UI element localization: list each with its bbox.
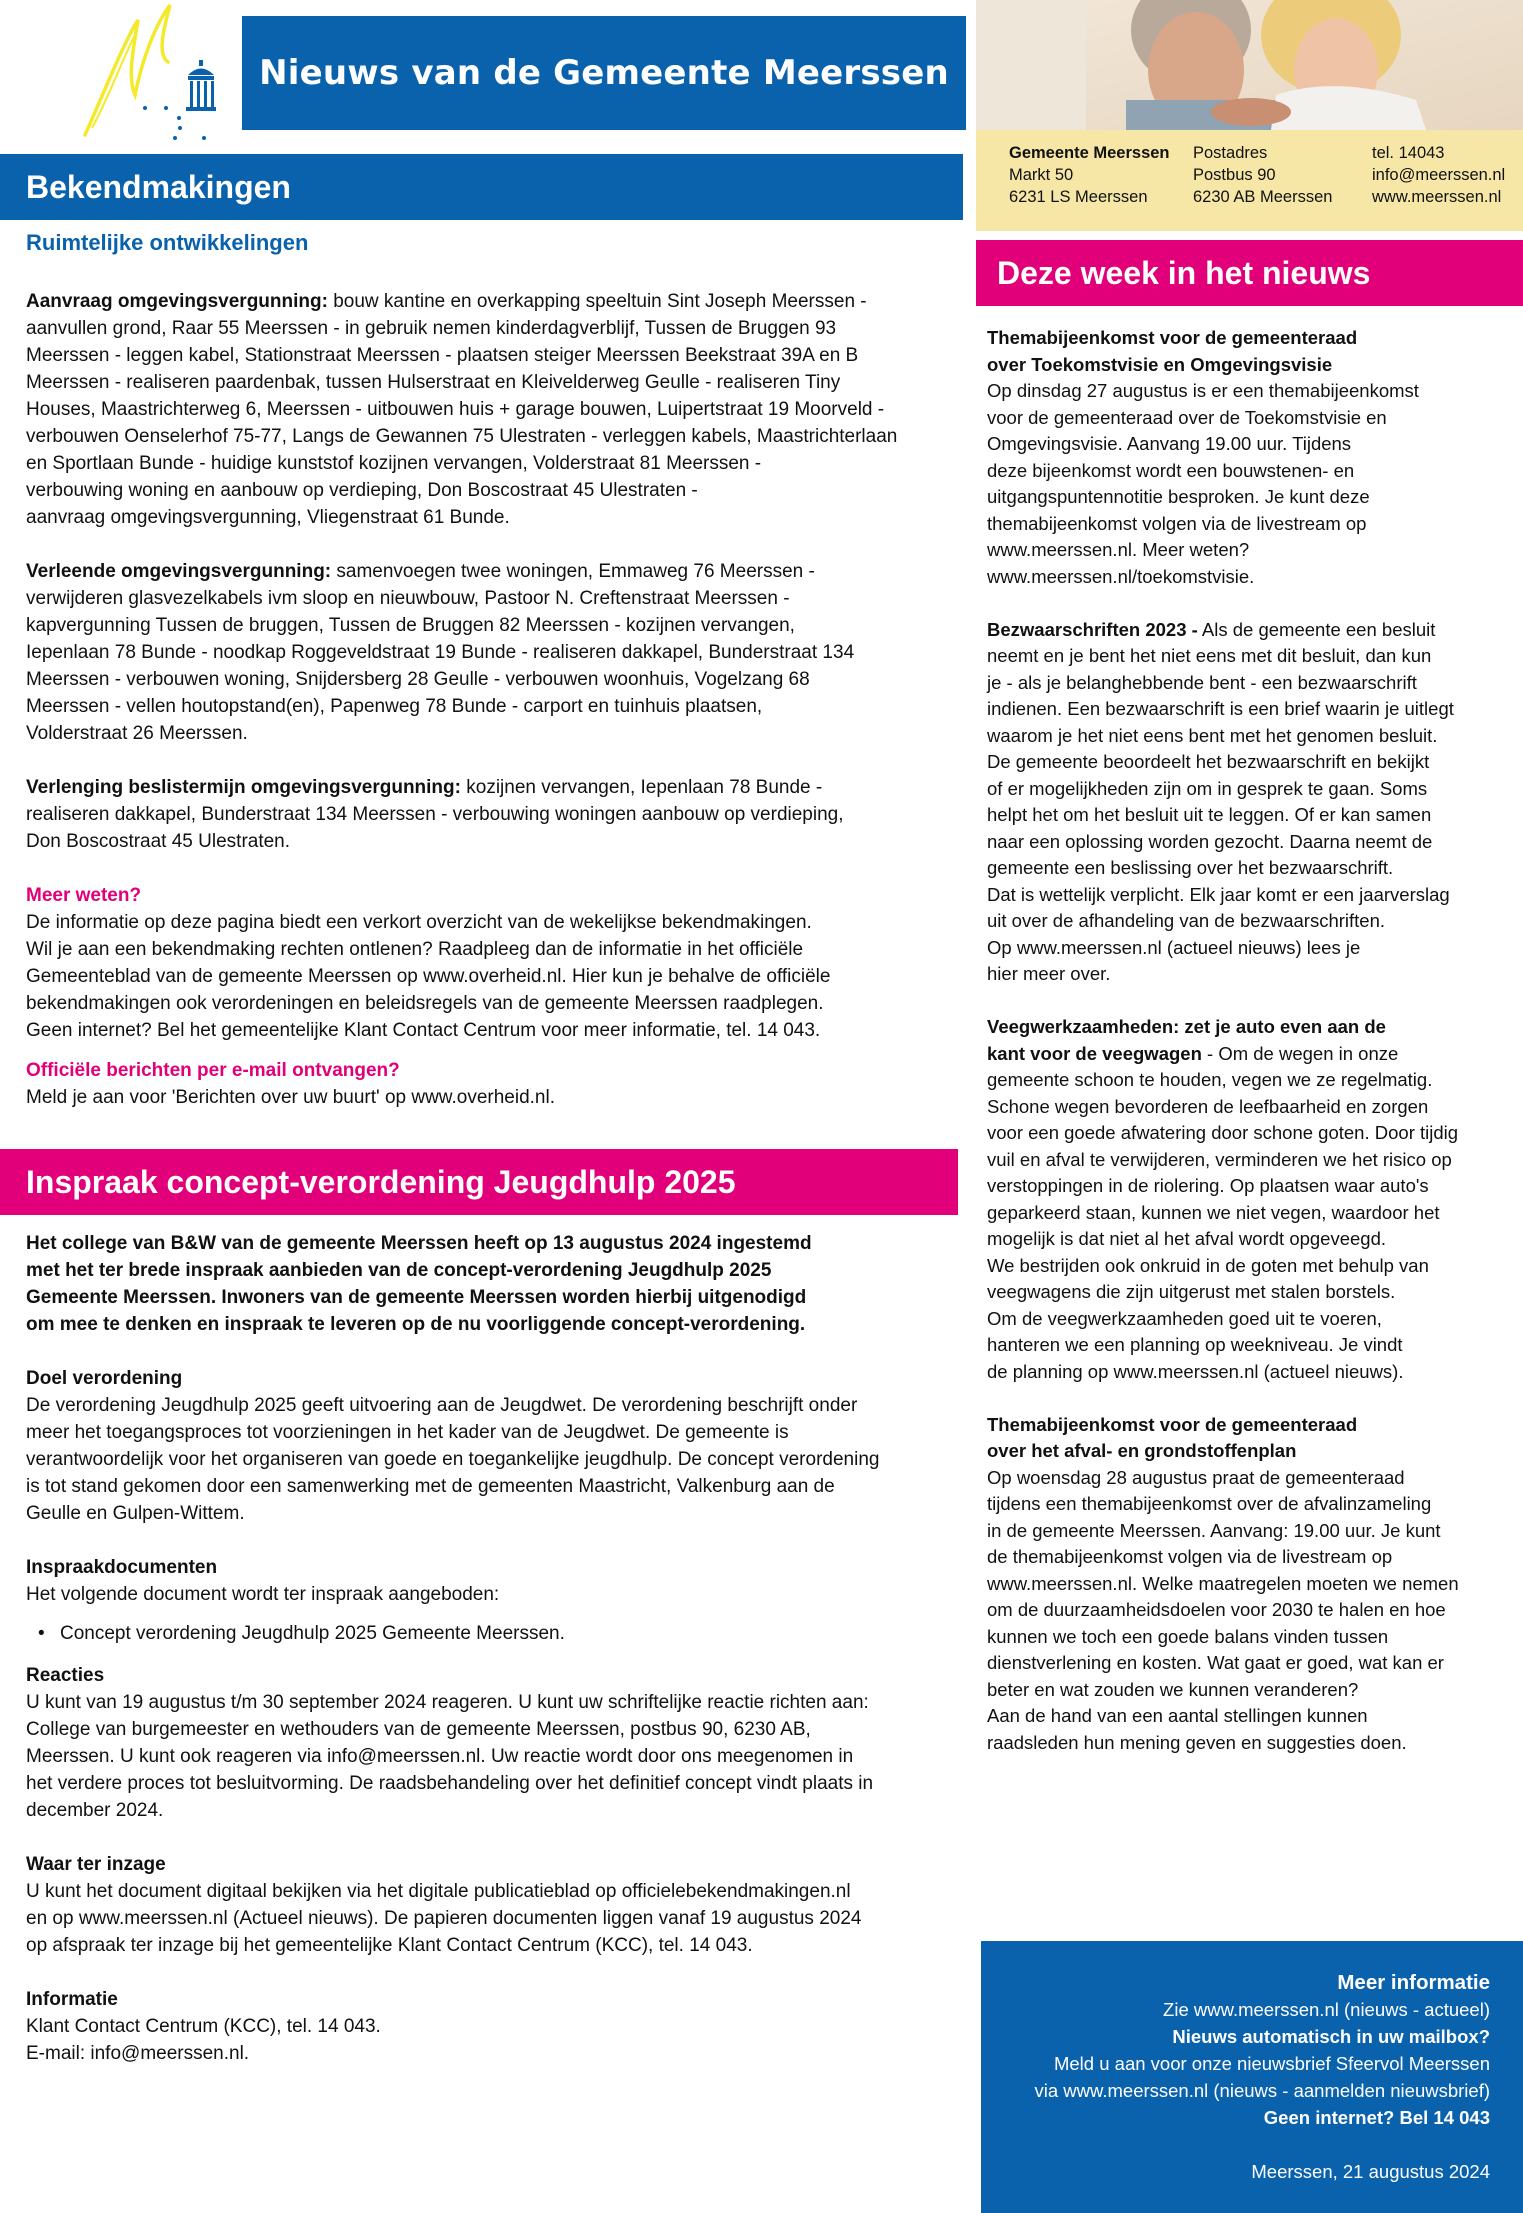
verleende-paragraph — [26, 558, 946, 747]
doel-line: meer het toegangsproces tot voorzieningen in het kader van de Jeugdwet. De gemeente is — [26, 1422, 789, 1443]
inspraak-intro-line: om mee te denken en inspraak te leveren op de nu voorliggende concept-verordening. — [26, 1314, 806, 1335]
article-heading: Bezwaarschriften 2023 - — [987, 618, 1198, 640]
article-line: Omgevingsvisie. Aanvang 19.00 uur. Tijdens — [987, 433, 1352, 454]
reacties-line: december 2024. — [26, 1800, 164, 1821]
newsletter-banner-title: Nieuws van de Gemeente Meerssen — [242, 16, 966, 130]
meer-weten-line: Geen internet? Bel het gemeentelijke Klant Contact Centrum voor meer informatie, tel. 14 043. — [26, 1020, 821, 1041]
article-line: www.meerssen.nl. Welke maatregelen moeten we nemen — [987, 1572, 1459, 1594]
infobox-newsletter-line: Meld u aan voor onze nieuwsbrief Sfeervol Meerssen — [1053, 2053, 1490, 2074]
article-line: tijdens een themabijeenkomst over de afvalinzameling — [987, 1493, 1432, 1514]
informatie-line: Klant Contact Centrum (KCC), tel. 14 043. — [26, 2016, 381, 2037]
article-line: voor een goede afwatering door schone goten. Door tijdig — [987, 1122, 1459, 1143]
contact-postal-city: 6230 AB Meerssen — [1193, 188, 1333, 206]
meer-weten-line: bekendmakingen ook verordeningen en beleidsregels van de gemeente Meerssen raadplegen. — [26, 993, 824, 1014]
article-line: deze bijeenkomst wordt een bouwstenen- en — [987, 459, 1355, 481]
article-paragraph — [987, 378, 1497, 590]
inspraak-body — [26, 1230, 946, 2067]
contact-phone: tel. 14043 — [1372, 144, 1445, 162]
infobox-mailbox-line: Nieuws automatisch in uw mailbox? — [1172, 2026, 1490, 2047]
article-paragraph — [987, 1014, 1497, 1385]
article-line: vuil en afval te verwijderen, verminderen we het risico op — [987, 1148, 1452, 1170]
article-heading-line: over Toekomstvisie en Omgevingsvisie — [987, 353, 1333, 375]
nieuws-body — [987, 325, 1497, 1756]
article-line: hier meer over. — [987, 963, 1111, 984]
meerssen-logo — [80, 0, 230, 150]
article-line: Op woensdag 28 augustus praat de gemeenteraad — [987, 1466, 1405, 1488]
aanvraag-line: Houses, Maastrichterweg 6, Meerssen - uitbouwen huis + garage bouwen, Luipertstraat 19 Moorveld - — [26, 399, 885, 420]
doel-line: De verordening Jeugdhulp 2025 geeft uitvoering aan de Jeugdwet. De verordening beschrijft onder — [26, 1395, 858, 1416]
article-line: gemeente een beslissing over het bezwaarschrift. — [987, 857, 1394, 878]
infobox-title: Meer informatie — [1337, 1971, 1490, 1994]
inzage-line: op afspraak ter inzage bij het gemeentelijke Klant Contact Centrum (KCC), tel. 14 043. — [26, 1935, 753, 1956]
header-photo — [976, 0, 1523, 130]
article-line: beter en wat zouden we kunnen veranderen? — [987, 1678, 1359, 1700]
email-berichten-heading: Officiële berichten per e-mail ontvangen? — [26, 1060, 400, 1081]
list-item: • Concept verordening Jeugdhulp 2025 Gemeente Meerssen. — [26, 1620, 946, 1647]
article-heading-line: over het afval- en grondstoffenplan — [987, 1440, 1297, 1461]
article-line: www.meerssen.nl/toekomstvisie. — [987, 565, 1255, 587]
article-line: dienstverlening en kosten. Wat gaat er goed, wat kan er — [987, 1652, 1444, 1673]
article-line: Op www.meerssen.nl (actueel nieuws) lees je — [987, 936, 1361, 958]
article-heading-line: Themabijeenkomst voor de gemeenteraad — [987, 327, 1358, 348]
article-line: uit over de afhandeling van de bezwaarschriften. — [987, 910, 1386, 931]
verlenging-paragraph — [26, 774, 946, 855]
informatie-paragraph — [26, 2013, 946, 2067]
meer-weten-heading: Meer weten? — [26, 885, 142, 906]
reacties-line: het verdere proces tot besluitvorming. De raadsbehandeling over het definitief concept vindt plaats in — [26, 1773, 874, 1794]
aanvraag-line: bouw kantine en overkapping speeltuin Sint Joseph Meerssen - — [327, 291, 867, 312]
inzage-line: U kunt het document digitaal bekijken via het digitale publicatieblad op officielebekendmakingen.nl — [26, 1881, 851, 1902]
article-line: Dat is wettelijk verplicht. Elk jaar komt er een jaarverslag — [987, 883, 1450, 905]
aanvraag-line: Meerssen - leggen kabel, Stationstraat Meerssen - plaatsen steiger Meerssen Beekstraat 39A en B — [26, 345, 859, 366]
verlenging-label: Verlenging beslistermijn omgevingsvergunning: — [26, 777, 461, 798]
inspraak-intro-line: Het college van B&W van de gemeente Meerssen heeft op 13 augustus 2024 ingestemd — [26, 1233, 812, 1254]
verlenging-line: realiseren dakkapel, Bunderstraat 134 Meerssen - verbouwing woningen aanbouw op verdieping, — [26, 804, 844, 825]
meer-weten-line: Gemeenteblad van de gemeente Meerssen op www.overheid.nl. Hier kun je behalve de officiële — [26, 966, 831, 987]
article-heading-line: Themabijeenkomst voor de gemeenteraad — [987, 1413, 1358, 1435]
inspraak-intro-line: Gemeente Meerssen. Inwoners van de gemeente Meerssen worden hierbij uitgenodigd — [26, 1287, 807, 1308]
article-line: De gemeente beoordeelt het bezwaarschrift en bekijkt — [987, 751, 1430, 772]
article-line: Om de veegwerkzaamheden goed uit te voeren, — [987, 1307, 1382, 1329]
doel-line: verantwoordelijk voor het organiseren van goede en toegankelijke jeugdhulp. De concept verordening — [26, 1449, 880, 1470]
documenten-heading: Inspraakdocumenten — [26, 1557, 218, 1578]
doel-heading: Doel verordening — [26, 1368, 183, 1389]
article-heading — [987, 325, 1497, 378]
verlenging-line: Don Boscostraat 45 Ulestraten. — [26, 831, 291, 852]
reacties-line: College van burgemeester en wethouders van de gemeente Meerssen, postbus 90, 6230 AB, — [26, 1719, 811, 1740]
section-title-inspraak: Inspraak concept-verordening Jeugdhulp 2025 — [0, 1149, 958, 1215]
article-line: om de duurzaamheidsdoelen voor 2030 te halen en hoe — [987, 1599, 1446, 1620]
aanvraag-label: Aanvraag omgevingsvergunning: — [26, 291, 328, 312]
meer-weten-line: De informatie op deze pagina biedt een verkort overzicht van de wekelijkse bekendmakingen. — [26, 912, 812, 933]
article-line: helpt het om het besluit uit te leggen. Of er kan samen — [987, 804, 1432, 825]
verleende-line: Volderstraat 26 Meerssen. — [26, 723, 248, 744]
contact-org-name: Gemeente Meerssen — [1009, 144, 1170, 162]
informatie-line: E-mail: info@meerssen.nl. — [26, 2043, 250, 2064]
verleende-line: Meerssen - verbouwen woning, Snijdersberg 28 Geulle - verbouwen woonhuis, Vogelzang 68 — [26, 669, 810, 690]
contact-postbus: Postbus 90 — [1193, 166, 1276, 184]
infobox-newsletter-link: via www.meerssen.nl (nieuws - aanmelden nieuwsbrief) — [1034, 2080, 1490, 2101]
contact-details — [976, 130, 1523, 231]
article-line: Als de gemeente een besluit — [1197, 618, 1436, 640]
inspraak-intro — [26, 1230, 946, 1338]
contact-postal-column — [1193, 142, 1332, 208]
documenten-list — [26, 1620, 946, 1647]
article-line: je - als je belanghebbende bent - een bezwaarschrift — [987, 671, 1417, 693]
reacties-heading: Reacties — [26, 1665, 105, 1686]
aanvraag-line: aanvullen grond, Raar 55 Meerssen - in gebruik nemen kinderdagverblijf, Tussen de Bruggen 93 — [26, 318, 837, 339]
aanvraag-line: verbouwing woning en aanbouw op verdieping, Don Boscostraat 45 Ulestraten - — [26, 480, 698, 501]
article-line: Aan de hand van een aantal stellingen kunnen — [987, 1705, 1368, 1726]
article-line: neemt en je bent het niet eens met dit besluit, dan kun — [987, 645, 1432, 666]
article-line: www.meerssen.nl. Meer weten? — [987, 539, 1250, 560]
contact-address-column — [1009, 142, 1170, 208]
article-line: gemeente schoon te houden, vegen we ze regelmatig. — [987, 1069, 1433, 1090]
aanvraag-line: verbouwen Oenselerhof 75-77, Langs de Gewannen 75 Ulestraten - verleggen kabels, Maastrichterlaan — [26, 426, 898, 447]
article-line: Op dinsdag 27 augustus is er een themabijeenkomst — [987, 380, 1419, 401]
article-line: hanteren we een planning op weekniveau. Je vindt — [987, 1334, 1403, 1355]
article-paragraph — [987, 1465, 1497, 1757]
bekendmakingen-body — [26, 288, 946, 1111]
contact-email-link[interactable]: info@meerssen.nl — [1372, 166, 1506, 184]
article-line: themabijeenkomst volgen via de livestream op — [987, 512, 1367, 534]
section-title-bekendmakingen: Bekendmakingen — [0, 154, 963, 220]
article-line: veegwagens die zijn uitgerust met stalen borstels. — [987, 1281, 1396, 1302]
documenten-line: Het volgende document wordt ter inspraak aangeboden: — [26, 1584, 500, 1605]
verlenging-line: kozijnen vervangen, Iepenlaan 78 Bunde - — [460, 777, 823, 798]
verleende-line: Meerssen - vellen houtopstand(en), Papenweg 78 Bunde - carport en tuinhuis plaatsen, — [26, 696, 763, 717]
infobox-phone-line: Geen internet? Bel 14 043 — [1263, 2107, 1490, 2128]
article-heading-line: Veegwerkzaamheden: zet je auto even aan de — [987, 1016, 1386, 1037]
infobox-website-line: Zie www.meerssen.nl (nieuws - actueel) — [1163, 1999, 1490, 2020]
infobox-date: Meerssen, 21 augustus 2024 — [1251, 2161, 1490, 2182]
article-line: waarom je het niet eens bent met het genomen besluit. — [987, 724, 1438, 746]
inzage-paragraph — [26, 1878, 946, 1959]
meer-weten-paragraph — [26, 909, 946, 1044]
doel-line: Geulle en Gulpen-Wittem. — [26, 1503, 245, 1524]
contact-street: Markt 50 — [1009, 166, 1074, 184]
article-line: indienen. Een bezwaarschrift is een brief waarin je uitlegt — [987, 698, 1454, 719]
verleende-line: kapvergunning Tussen de bruggen, Tussen de Bruggen 82 Meerssen - kozijnen vervangen, — [26, 615, 795, 636]
article-line: mogelijk is dat niet al het afval wordt opgeveegd. — [987, 1228, 1387, 1249]
reacties-paragraph — [26, 1689, 946, 1824]
informatie-heading: Informatie — [26, 1989, 118, 2010]
inspraak-intro-line: met het ter brede inspraak aanbieden van de concept-verordening Jeugdhulp 2025 — [26, 1260, 772, 1281]
article-line: uitgangspuntennotitie besproken. Je kunt deze — [987, 486, 1370, 507]
meer-weten-line: Wil je aan een bekendmaking rechten ontlenen? Raadpleeg dan de informatie in het officiële — [26, 939, 804, 960]
reacties-line: U kunt van 19 augustus t/m 30 september 2024 reageren. U kunt uw schriftelijke reactie richten aan: — [26, 1692, 869, 1713]
article-line: voor de gemeenteraad over de Toekomstvisie en — [987, 406, 1387, 428]
article-line: geparkeerd staan, kunnen we niet vegen, waardoor het — [987, 1201, 1440, 1223]
verleende-line: verwijderen glasvezelkabels ivm sloop en nieuwbouw, Pastoor N. Creftenstraat Meerssen - — [26, 588, 790, 609]
verleende-line: Iepenlaan 78 Bunde - noodkap Roggeveldstraat 19 Bunde - realiseren dakkapel, Bunderstraat 134 — [26, 642, 855, 663]
email-berichten-line: Meld je aan voor 'Berichten over uw buurt' op www.overheid.nl. — [26, 1087, 555, 1108]
meer-informatie-box — [981, 1941, 1523, 2213]
article-line: raadsleden hun mening geven en suggesties doen. — [987, 1731, 1407, 1753]
article-line: de themabijeenkomst volgen via de livestream op — [987, 1546, 1393, 1567]
inzage-heading: Waar ter inzage — [26, 1854, 166, 1875]
section-subtitle-ruimtelijk: Ruimtelijke ontwikkelingen — [26, 230, 309, 255]
contact-city: 6231 LS Meerssen — [1009, 188, 1148, 206]
article-line: kunnen we toch een goede balans vinden tussen — [987, 1625, 1389, 1647]
article-line: We bestrijden ook onkruid in de goten met behulp van — [987, 1254, 1429, 1276]
verleende-label: Verleende omgevingsvergunning: — [26, 561, 332, 582]
article-line: verstoppingen in de riolering. Op plaatsen waar auto's — [987, 1175, 1429, 1196]
aanvraag-line: aanvraag omgevingsvergunning, Vliegenstraat 61 Bunde. — [26, 507, 510, 528]
article-line: in de gemeente Meerssen. Aanvang: 19.00 uur. Je kunt — [987, 1519, 1441, 1541]
contact-online-column — [1372, 142, 1505, 208]
verleende-line: samenvoegen twee woningen, Emmaweg 76 Meerssen - — [331, 561, 815, 582]
inzage-line: en op www.meerssen.nl (Actueel nieuws). De papieren documenten liggen vanaf 19 augustus 2024 — [26, 1908, 862, 1929]
doel-line: is tot stand gekomen door een samenwerking met de gemeenten Maastricht, Valkenburg aan de — [26, 1476, 835, 1497]
aanvraag-line: en Sportlaan Bunde - huidige kunststof kozijnen vervangen, Volderstraat 81 Meerssen - — [26, 453, 762, 474]
article-heading — [987, 1412, 1497, 1465]
aanvraag-line: Meerssen - realiseren paardenbak, tussen Hulserstraat en Kleivelderweg Geulle - realiseren Tiny — [26, 372, 841, 393]
reacties-line: Meerssen. U kunt ook reageren via info@meerssen.nl. Uw reactie wordt door ons meegenomen in — [26, 1746, 854, 1767]
contact-website-link[interactable]: www.meerssen.nl — [1372, 188, 1502, 206]
aanvraag-paragraph — [26, 288, 946, 531]
doel-paragraph — [26, 1392, 946, 1527]
article-line: Schone wegen bevorderen de leefbaarheid en zorgen — [987, 1095, 1429, 1117]
article-line: of er mogelijkheden zijn om in gesprek te gaan. Soms — [987, 777, 1428, 799]
article-line: naar een oplossing worden gezocht. Daarna neemt de — [987, 830, 1433, 852]
contact-postal-label: Postadres — [1193, 144, 1268, 162]
article-line: de planning op www.meerssen.nl (actueel nieuws). — [987, 1360, 1404, 1382]
article-line: - Om de wegen in onze — [1201, 1042, 1399, 1064]
article-paragraph — [987, 617, 1497, 988]
section-title-nieuws: Deze week in het nieuws — [976, 240, 1523, 306]
article-heading-line: kant voor de veegwagen — [987, 1042, 1202, 1064]
